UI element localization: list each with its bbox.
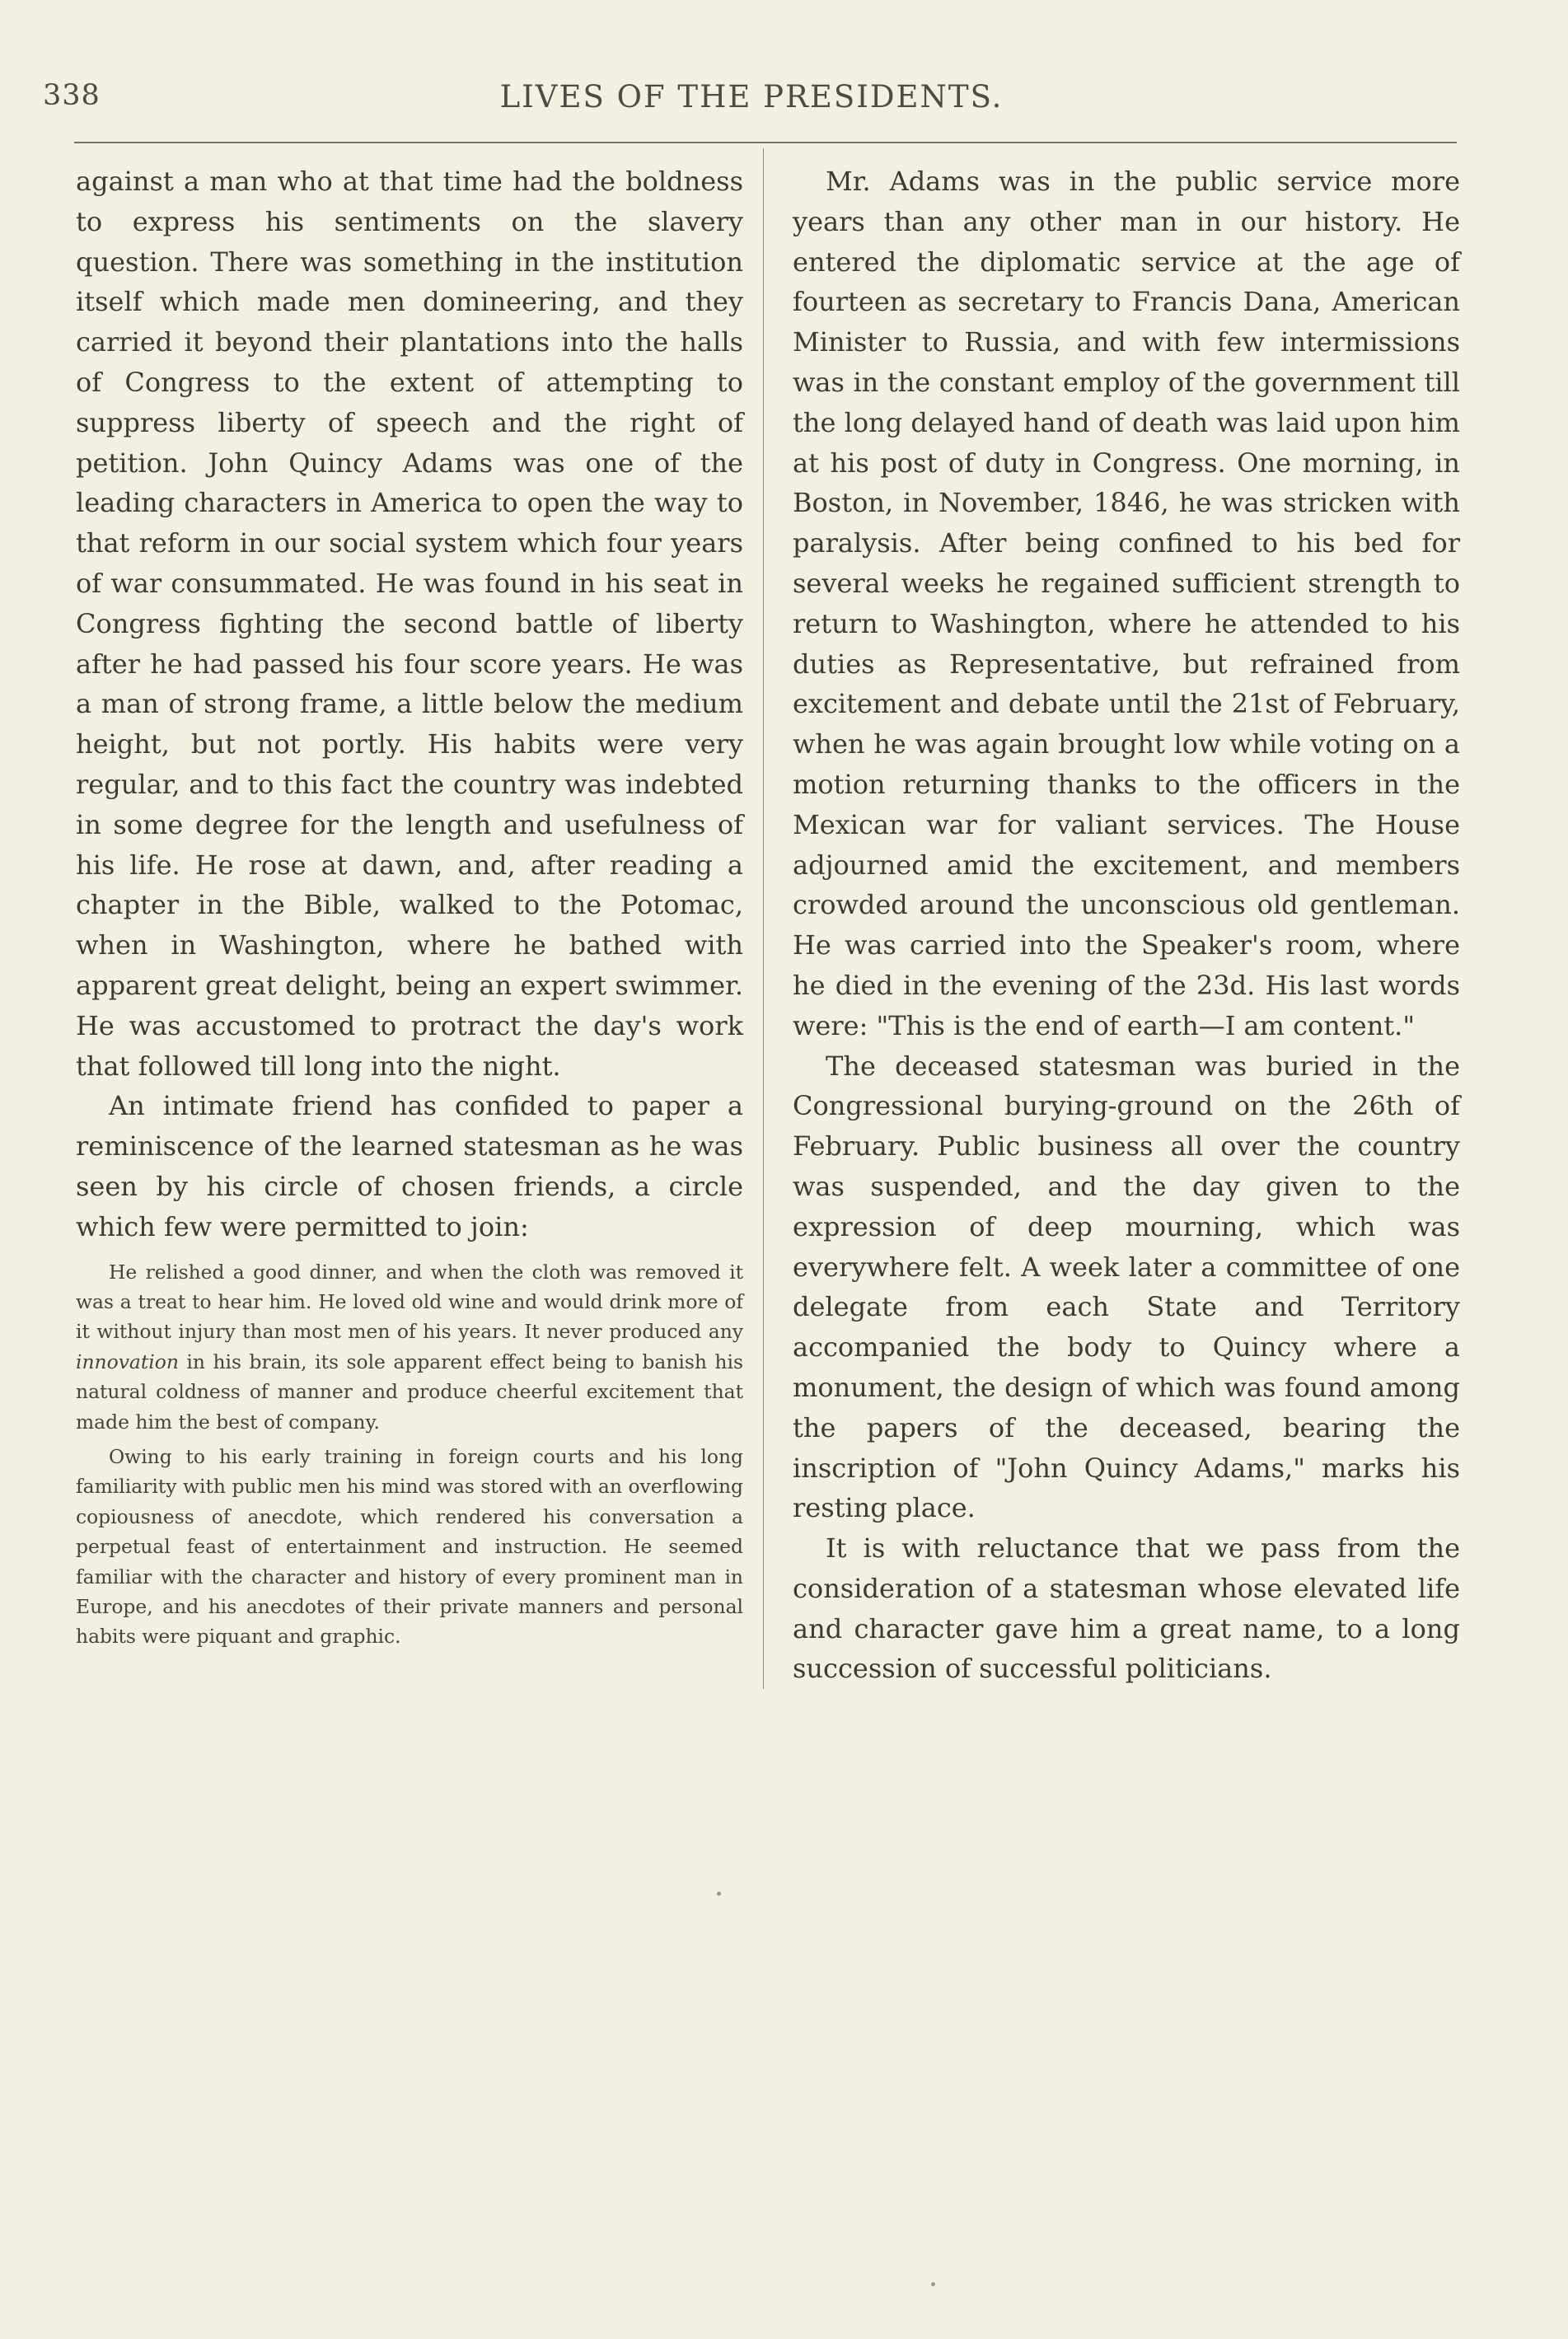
left-paragraph-2: An intimate friend has confided to paper a reminiscence of the learned statesman as he was seen by his circle of chosen friends, a circle which few were permitted to join: — [76, 1090, 743, 1242]
quote-dinner-text-end: in his brain, its sole apparent effect being to banish his natural coldness of manner and produce cheerful excitement that made him the best of company. — [76, 1350, 743, 1434]
right-paragraph-3: It is with reluctance that we pass from the consideration of a statesman whose elevated life and character gave him a great name, to a long succession of successful politicians. — [793, 1532, 1460, 1685]
page-header — [43, 79, 1460, 129]
running-title: LIVES OF THE PRESIDENTS. — [499, 79, 1004, 115]
column-divider — [763, 148, 764, 1689]
right-paragraph-1: Mr. Adams was in the public service more years than any other man in our history. He entered the diplomatic service at the age of fourteen as secretary to Francis Dana, American Minister to Russia, and with few intermissions was in the constant employ of the government till the long delayed hand of death was laid upon him at his post of duty in Congress. One morning, in Boston, in November, 1846, he was stricken with paralysis. After being confined to his bed for several weeks he regained sufficient strength to return to Washington, where he attended to his duties as Representative, but refrained from excitement and debate until the 21st of February, when he was again brought low while voting on a motion returning thanks to the officers in the Mexican war for valiant services. The House adjourned amid the excitement, and members crowded around the unconscious old gentleman. He was carried into the Speaker's room, where he died in the evening of the 23d. His last words were: "This is the end of earth—I am content." — [793, 166, 1460, 1041]
paper-speck — [931, 2282, 935, 2286]
left-column — [76, 161, 743, 1652]
left-paragraph-1: against a man who at that time had the boldness to express his sentiments on the slavery question. There was something in the institution itself which made men domineering, and they carried it beyond their plantations into the halls of Congress to the extent of attempting to suppress liberty of speech and the right of petition. John Quincy Adams was one of the leading characters in America to open the way to that reform in our social system which four years of war consummated. He was found in his seat in Congress fighting the second battle of liberty after he had passed his four score years. He was a man of strong frame, a little below the medium height, but not portly. His habits were very regular, and to this fact the country was indebted in some degree for the length and usefulness of his life. He rose at dawn, and, after reading a chapter in the Bible, walked to the Potomac, when in Washington, where he bathed with apparent great delight, being an expert swimmer. He was accustomed to protract the day's work that followed till long into the night. — [76, 166, 743, 1082]
header-rule — [74, 142, 1457, 143]
quote-dinner-text-start: He relished a good dinner, and when the cloth was removed it was a treat to hear him. He loved old wine and would drink more of it without injury than most men of his years. It never produced any — [76, 1260, 743, 1344]
quote-dinner-italic: innovation — [76, 1350, 179, 1373]
paper-speck — [717, 1892, 721, 1896]
right-column — [793, 161, 1460, 1689]
page-number: 338 — [43, 79, 101, 112]
right-paragraph-2: The deceased statesman was buried in the Congressional burying-ground on the 26th of February. Public business all over the country was suspended, and the day given to the expression of deep mourning, which was everywhere felt. A week later a committee of one delegate from each State and Territory accompanied the body to Quincy where a monument, the design of which was found among the papers of the deceased, bearing the inscription of "John Quincy Adams," marks his resting place. — [793, 1050, 1460, 1524]
quote-anecdotes: Owing to his early training in foreign courts and his long familiarity with public men his mind was stored with an overflowing copiousness of anecdote, which rendered his conversation a perpetual feast of entertainment and instruction. He seemed familiar with the character and history of every prominent man in Europe, and his anecdotes of their private manners and personal habits were piquant and graphic. — [76, 1444, 743, 1649]
quote-dinner — [76, 1257, 743, 1437]
